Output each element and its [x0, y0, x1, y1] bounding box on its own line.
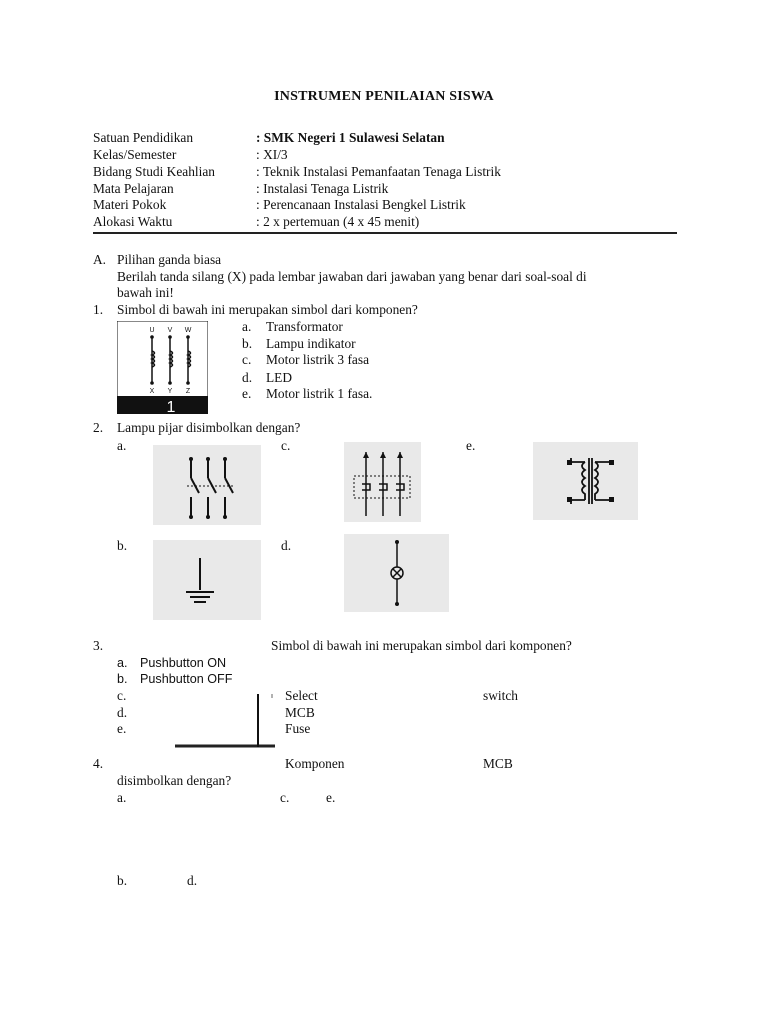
option-letter: c.: [242, 352, 252, 367]
option-letter: b.: [117, 538, 128, 553]
pushbutton-symbol: [174, 690, 276, 750]
option-text: LED: [266, 370, 293, 385]
question-text: Simbol di bawah ini merupakan simbol dari komponen?: [271, 638, 572, 653]
option-letter: b.: [117, 672, 128, 686]
option-letter: a.: [117, 438, 127, 453]
option-letter: d.: [242, 370, 253, 385]
info-value: : Perencanaan Instalasi Bengkel Listrik: [256, 197, 466, 212]
info-value: : Teknik Instalasi Pemanfaatan Tenaga Listrik: [256, 164, 501, 179]
section-marker: A.: [93, 252, 107, 267]
option-letter: a.: [117, 790, 127, 805]
terminal-label: X: [149, 388, 155, 395]
figure-caption: 1: [166, 399, 176, 414]
option-text: Pushbutton OFF: [140, 672, 233, 686]
option-letter: b.: [242, 336, 253, 351]
info-value: : SMK Negeri 1 Sulawesi Selatan: [256, 130, 445, 145]
info-value: : 2 x pertemuan (4 x 45 menit): [256, 214, 420, 229]
question-text: Komponen: [285, 756, 345, 771]
section-instruction: bawah ini!: [117, 285, 174, 300]
terminal-label: W: [184, 327, 192, 334]
question-text: disimbolkan dengan?: [117, 773, 232, 788]
three-pole-switch-symbol: [153, 445, 261, 525]
option-letter: c.: [280, 790, 290, 805]
option-text: MCB: [285, 705, 315, 720]
option-letter: d.: [117, 705, 128, 720]
option-text: Lampu indikator: [266, 336, 356, 351]
option-letter: e.: [117, 721, 127, 736]
terminal-label: U: [149, 327, 155, 334]
option-text: Select: [285, 688, 318, 703]
question-text: MCB: [483, 756, 513, 771]
option-letter: d.: [187, 873, 198, 888]
question-number: 3.: [93, 638, 104, 653]
info-label: Materi Pokok: [93, 197, 167, 212]
section-heading: Pilihan ganda biasa: [117, 252, 222, 267]
option-letter: b.: [117, 873, 128, 888]
option-letter: d.: [281, 538, 292, 553]
ground-symbol: [153, 540, 261, 620]
option-letter: e.: [466, 438, 476, 453]
option-letter: a.: [117, 656, 128, 670]
transformer-symbol: [533, 442, 638, 520]
terminal-label: V: [167, 327, 173, 334]
option-text: Transformator: [266, 319, 343, 334]
question-number: 1.: [93, 302, 104, 317]
option-letter: a.: [242, 319, 252, 334]
option-text: Motor listrik 3 fasa: [266, 352, 370, 367]
lamp-symbol: [344, 534, 449, 612]
circuit-breaker-symbol: [344, 442, 421, 522]
option-letter: c.: [117, 688, 127, 703]
info-label: Alokasi Waktu: [93, 214, 173, 229]
option-text: Fuse: [285, 721, 311, 736]
option-text: Motor listrik 1 fasa.: [266, 386, 373, 401]
page-title: INSTRUMEN PENILAIAN SISWA: [274, 89, 494, 104]
option-letter: e.: [326, 790, 336, 805]
question-number: 4.: [93, 756, 104, 771]
info-value: : XI/3: [256, 147, 288, 162]
option-text: Pushbutton ON: [140, 656, 227, 670]
info-value: : Instalasi Tenaga Listrik: [256, 181, 389, 196]
info-label: Mata Pelajaran: [93, 181, 174, 196]
info-label: Bidang Studi Keahlian: [93, 164, 215, 179]
question-number: 2.: [93, 420, 104, 435]
section-instruction: Berilah tanda silang (X) pada lembar jawaban dari jawaban yang benar dari soal-soal di: [117, 269, 587, 284]
option-text-continued: switch: [483, 688, 518, 703]
option-letter: e.: [242, 386, 252, 401]
info-label: Kelas/Semester: [93, 147, 177, 162]
option-letter: c.: [281, 438, 291, 453]
header-divider: [93, 232, 677, 234]
terminal-label: Y: [167, 388, 173, 395]
motor-3phase-symbol: [117, 321, 208, 414]
info-label: Satuan Pendidikan: [93, 130, 194, 145]
question-text: Simbol di bawah ini merupakan simbol dari komponen?: [117, 302, 418, 317]
question-text: Lampu pijar disimbolkan dengan?: [117, 420, 301, 435]
terminal-label: Z: [185, 388, 191, 395]
